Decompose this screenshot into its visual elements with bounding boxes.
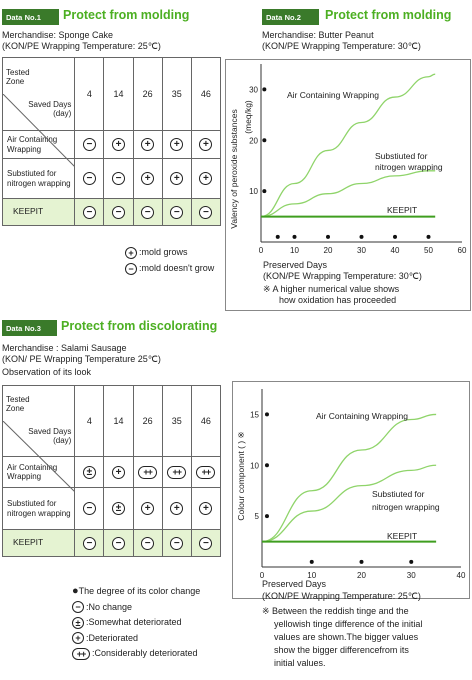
result-symbol: ++	[167, 466, 186, 479]
result-symbol: −	[83, 502, 96, 515]
header-cell	[3, 386, 75, 457]
legend-1	[125, 244, 214, 276]
note-line: yellowish tinge difference of the initial	[274, 619, 423, 629]
x-tick-label: 20	[357, 571, 366, 580]
zone-label: Zone	[6, 404, 25, 413]
y-axis-label: Valency of peroxide substances	[229, 109, 239, 229]
note-line: initial values.	[274, 658, 326, 668]
legend-text: :Considerably deteriorated	[92, 648, 198, 658]
note-line: show the bigger differencefrom its	[274, 645, 409, 655]
note-line: ※ A higher numerical value shows	[263, 284, 400, 294]
data-point	[360, 560, 364, 564]
result-symbol: +	[141, 172, 154, 185]
legend-text: :Deteriorated	[86, 632, 139, 643]
plus-minus-symbol-icon: ±	[72, 617, 84, 629]
day-header: 46	[191, 58, 220, 131]
x-tick-label: 40	[456, 571, 466, 580]
note-line: how oxidation has proceeded	[279, 295, 397, 305]
merchandise-1: Merchandise: Sponge Cake	[2, 30, 114, 40]
result-table-1	[2, 57, 221, 226]
x-tick-label: 30	[357, 246, 366, 255]
result-symbol: +	[170, 138, 183, 151]
merchandise-3: Merchandise : Salami Sausage	[2, 343, 127, 353]
day-header: 26	[133, 58, 162, 131]
result-symbol: +	[199, 172, 212, 185]
result-symbol: −	[199, 537, 212, 550]
bullet-dot-icon: ●	[72, 585, 79, 597]
row-label: Air Containing Wrapping	[3, 131, 75, 159]
row-label: KEEPIT	[3, 199, 75, 226]
result-symbol: +	[141, 502, 154, 515]
x-tick-label: 20	[323, 246, 333, 255]
legend-text: :Somewhat deteriorated	[86, 617, 182, 627]
data-point	[265, 412, 269, 416]
plus-symbol-icon: +	[125, 247, 137, 259]
y-tick-label: 5	[254, 512, 259, 522]
day-header: 4	[75, 386, 104, 457]
legend-head: The degree of its color change	[78, 586, 201, 596]
day-header: 35	[162, 386, 191, 457]
result-table-3	[2, 385, 221, 557]
header-cell	[3, 58, 75, 131]
day-header: 26	[133, 386, 162, 457]
wrapping-1: (KON/PE Wrapping Temperature: 25℃)	[2, 41, 161, 51]
row-label: Substiuted for nitrogen wrapping	[3, 159, 75, 199]
data-tag-2: Data No.2	[262, 9, 319, 25]
data-point	[360, 235, 364, 239]
result-symbol: −	[83, 138, 96, 151]
data-point	[262, 87, 266, 91]
minus-symbol-icon: −	[125, 263, 137, 275]
data-point	[265, 514, 269, 518]
result-symbol: −	[170, 537, 183, 550]
y-tick-label: 30	[249, 85, 258, 95]
x-tick-label: 10	[290, 246, 299, 255]
legend-text: :mold grows	[139, 247, 188, 257]
series-label: KEEPIT	[387, 205, 418, 215]
series-label: nitrogen wrapping	[375, 162, 443, 172]
result-symbol: +	[199, 138, 212, 151]
x-tick-label: 0	[258, 246, 264, 255]
merchandise-2: Merchandise: Butter Peanut	[262, 30, 374, 40]
result-symbol: +	[112, 138, 125, 151]
section-title-2: Protect from molding	[325, 8, 452, 22]
series-label: KEEPIT	[387, 531, 418, 541]
data-point	[427, 235, 431, 239]
wrapping-3: (KON/ PE Wrapping Temperature 25℃)	[2, 354, 161, 364]
note-line: ※ Between the reddish tinge and the	[262, 606, 409, 616]
note-line: values are shown.The bigger values	[274, 632, 419, 642]
row-label: Substiuted for nitrogen wrapping	[3, 488, 75, 530]
zone-label: Zone	[6, 77, 25, 86]
result-symbol: ++	[196, 466, 215, 479]
y-tick-label: 10	[250, 461, 259, 471]
data-point	[276, 235, 280, 239]
data-point	[326, 235, 330, 239]
result-symbol: −	[112, 172, 125, 185]
section-title-1: Protect from molding	[63, 8, 190, 22]
result-symbol: +	[199, 502, 212, 515]
data-point	[393, 235, 397, 239]
series-label: Air Containing Wrapping	[287, 90, 379, 100]
data-point	[409, 560, 413, 564]
data-point	[262, 189, 266, 193]
result-symbol: −	[83, 206, 96, 219]
x-tick-label: 50	[424, 246, 433, 255]
double-plus-symbol-icon: ++	[72, 648, 90, 660]
result-symbol: −	[112, 537, 125, 550]
saved-days-label: Saved Days	[28, 100, 72, 109]
plus-symbol-icon: +	[72, 632, 84, 644]
result-symbol: −	[170, 206, 183, 219]
day-header: 4	[75, 58, 104, 131]
x-tick-label: 0	[259, 571, 265, 580]
x-tick-label: 60	[457, 246, 467, 255]
data-point	[310, 560, 314, 564]
data-tag-3: Data No.3	[2, 320, 57, 336]
y-tick-label: 15	[250, 410, 259, 420]
series-label: Air Containing Wrapping	[316, 411, 408, 421]
x-axis-sublabel: (KON/PE Wrapping Temperature: 30℃)	[263, 271, 422, 281]
y-tick-label: 10	[249, 187, 258, 197]
x-axis-label: Preserved Days	[262, 579, 327, 589]
result-symbol: +	[141, 138, 154, 151]
x-tick-label: 10	[307, 571, 317, 580]
data-point	[265, 463, 269, 467]
tested-label: Tested	[6, 68, 30, 77]
series-label: nitrogen wrapping	[372, 502, 440, 512]
colour-chart	[232, 381, 470, 599]
section-title-3: Protect from discolorating	[61, 319, 218, 333]
x-tick-label: 40	[390, 246, 400, 255]
day-header: 35	[162, 58, 191, 131]
day-unit: (day)	[53, 109, 72, 118]
x-axis-label: Preserved Days	[263, 260, 328, 270]
saved-days-label: Saved Days	[28, 427, 72, 436]
result-symbol: ++	[138, 466, 157, 479]
data-tag-1: Data No.1	[2, 9, 59, 25]
day-header: 14	[104, 58, 133, 131]
data-point	[262, 138, 266, 142]
result-symbol: −	[83, 172, 96, 185]
minus-symbol-icon: −	[72, 601, 84, 613]
series-label: Substiuted for	[372, 489, 425, 499]
x-axis-sublabel: (KON/PE Wrapping Temperature: 25℃)	[262, 591, 421, 601]
result-symbol: +	[170, 502, 183, 515]
result-symbol: +	[170, 172, 183, 185]
legend-3	[72, 584, 200, 662]
result-symbol: −	[141, 206, 154, 219]
y-axis-label: Colour component ( ) ※	[236, 431, 246, 521]
result-symbol: −	[199, 206, 212, 219]
row-label: Air Containing Wrapping	[3, 457, 75, 488]
day-header: 46	[191, 386, 220, 457]
observation: Observation of its look	[2, 367, 92, 377]
result-symbol: −	[112, 206, 125, 219]
result-symbol: ±	[83, 466, 96, 479]
y-tick-label: 20	[249, 136, 258, 146]
series-label: Substiuted for	[375, 151, 428, 161]
legend-text: :No change	[86, 601, 133, 612]
tested-label: Tested	[6, 395, 30, 404]
data-point	[293, 235, 297, 239]
result-symbol: −	[141, 537, 154, 550]
x-tick-label: 30	[406, 571, 416, 580]
result-symbol: −	[83, 537, 96, 550]
result-symbol: +	[112, 466, 125, 479]
wrapping-2: (KON/PE Wrapping Temperature: 30℃)	[262, 41, 421, 51]
day-unit: (day)	[53, 436, 72, 445]
row-label: KEEPIT	[3, 530, 75, 557]
day-header: 14	[104, 386, 133, 457]
result-symbol: ±	[112, 502, 125, 515]
series-line	[262, 414, 436, 541]
y-axis-unit: (meq/kg)	[243, 100, 253, 134]
legend-text: :mold doesn't grow	[139, 263, 215, 273]
